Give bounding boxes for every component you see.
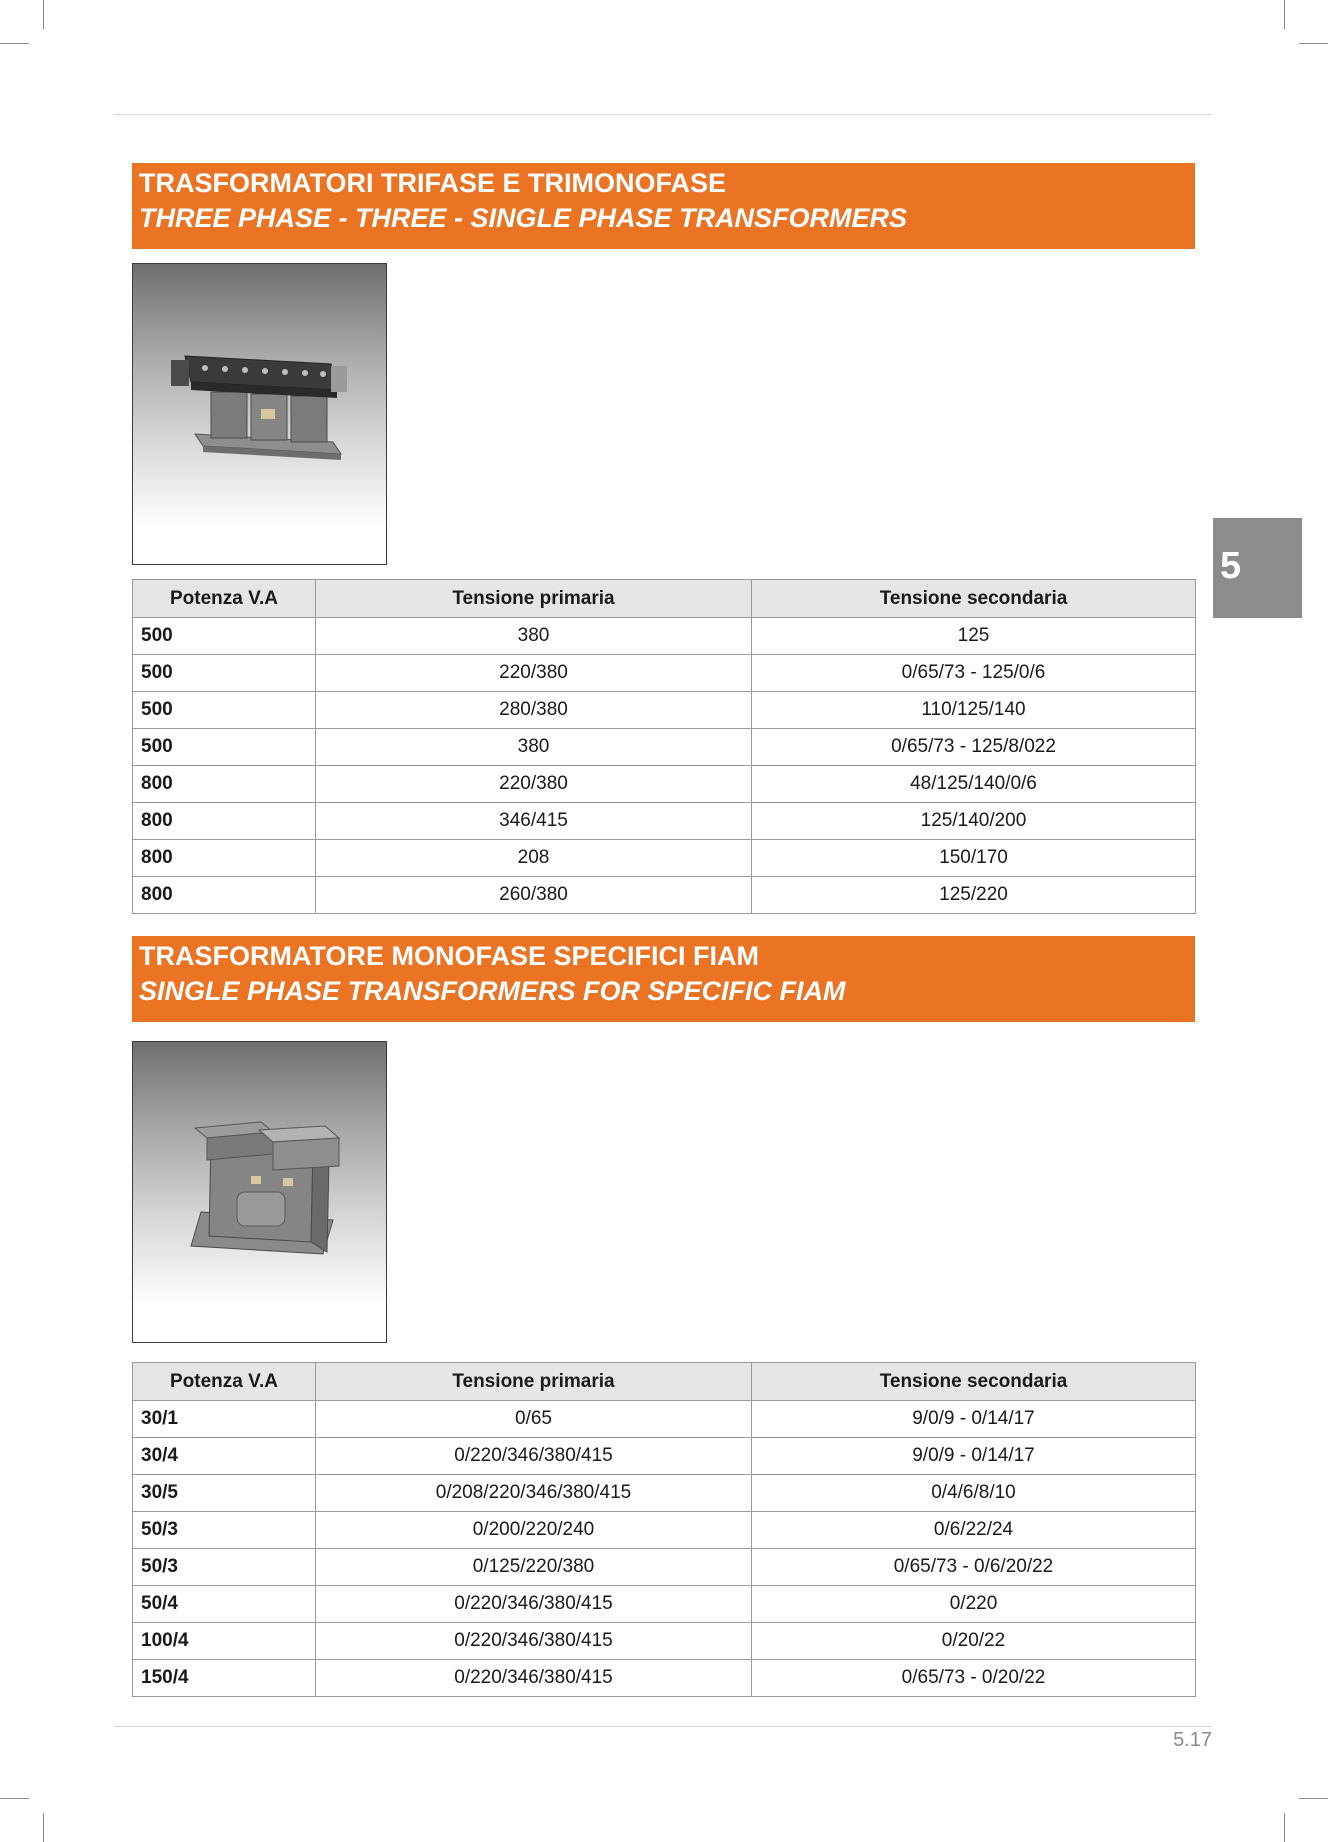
table-row: [133, 1586, 1196, 1623]
product-photo-three-phase-transformer: [132, 263, 387, 565]
power-cell: 500: [133, 729, 316, 766]
product-photo-single-phase-transformer: [132, 1041, 387, 1343]
primary-voltage-cell: 0/65: [316, 1401, 752, 1438]
power-cell: 100/4: [133, 1623, 316, 1660]
table-row: [133, 1623, 1196, 1660]
primary-voltage-cell: 0/220/346/380/415: [316, 1623, 752, 1660]
secondary-voltage-cell: 125: [752, 618, 1196, 655]
secondary-voltage-cell: 125/220: [752, 877, 1196, 914]
table-row: [133, 729, 1196, 766]
section-banner: [132, 163, 1195, 249]
power-cell: 500: [133, 692, 316, 729]
secondary-voltage-cell: 48/125/140/0/6: [752, 766, 1196, 803]
primary-voltage-cell: 346/415: [316, 803, 752, 840]
column-header: Tensione primaria: [316, 580, 752, 618]
primary-voltage-cell: 0/220/346/380/415: [316, 1660, 752, 1697]
table-row: [133, 877, 1196, 914]
table-row: [133, 1438, 1196, 1475]
footer-rule: [114, 1726, 1212, 1727]
primary-voltage-cell: 220/380: [316, 655, 752, 692]
column-header: Potenza V.A: [133, 1363, 316, 1401]
table-header-row: [133, 580, 1196, 618]
power-cell: 800: [133, 803, 316, 840]
secondary-voltage-cell: 150/170: [752, 840, 1196, 877]
secondary-voltage-cell: 0/65/73 - 125/8/022: [752, 729, 1196, 766]
power-cell: 30/4: [133, 1438, 316, 1475]
column-header: Tensione primaria: [316, 1363, 752, 1401]
crop-mark: [1284, 1813, 1285, 1842]
secondary-voltage-cell: 0/65/73 - 0/6/20/22: [752, 1549, 1196, 1586]
secondary-voltage-cell: 0/20/22: [752, 1623, 1196, 1660]
table-row: [133, 1549, 1196, 1586]
power-cell: 50/4: [133, 1586, 316, 1623]
primary-voltage-cell: 260/380: [316, 877, 752, 914]
power-cell: 800: [133, 766, 316, 803]
table-header-row: [133, 1363, 1196, 1401]
primary-voltage-cell: 280/380: [316, 692, 752, 729]
table-row: [133, 692, 1196, 729]
specs-table-single-phase-fiam: [132, 1362, 1196, 1697]
table-row: [133, 840, 1196, 877]
secondary-voltage-cell: 9/0/9 - 0/14/17: [752, 1401, 1196, 1438]
secondary-voltage-cell: 125/140/200: [752, 803, 1196, 840]
table-row: [133, 655, 1196, 692]
crop-mark: [1284, 0, 1285, 29]
power-cell: 800: [133, 840, 316, 877]
section-banner: [132, 936, 1195, 1022]
table-row: [133, 766, 1196, 803]
table-row: [133, 1401, 1196, 1438]
table-row: [133, 1512, 1196, 1549]
secondary-voltage-cell: 0/4/6/8/10: [752, 1475, 1196, 1512]
power-cell: 30/1: [133, 1401, 316, 1438]
section-tab: 5: [1213, 518, 1302, 618]
table-row: [133, 1475, 1196, 1512]
transformer-illustration: [133, 264, 387, 565]
secondary-voltage-cell: 0/220: [752, 1586, 1196, 1623]
crop-mark: [43, 1813, 44, 1842]
crop-mark: [0, 43, 29, 44]
secondary-voltage-cell: 0/65/73 - 125/0/6: [752, 655, 1196, 692]
primary-voltage-cell: 380: [316, 729, 752, 766]
primary-voltage-cell: 380: [316, 618, 752, 655]
primary-voltage-cell: 0/220/346/380/415: [316, 1438, 752, 1475]
column-header: Tensione secondaria: [752, 580, 1196, 618]
primary-voltage-cell: 0/125/220/380: [316, 1549, 752, 1586]
power-cell: 50/3: [133, 1512, 316, 1549]
secondary-voltage-cell: 0/65/73 - 0/20/22: [752, 1660, 1196, 1697]
secondary-voltage-cell: 110/125/140: [752, 692, 1196, 729]
secondary-voltage-cell: 0/6/22/24: [752, 1512, 1196, 1549]
primary-voltage-cell: 0/220/346/380/415: [316, 1586, 752, 1623]
header-rule: [114, 114, 1212, 115]
page-number: 5.17: [1173, 1729, 1212, 1751]
power-cell: 50/3: [133, 1549, 316, 1586]
table-row: [133, 1660, 1196, 1697]
power-cell: 500: [133, 655, 316, 692]
table-row: [133, 803, 1196, 840]
column-header: Tensione secondaria: [752, 1363, 1196, 1401]
transformer-illustration: [133, 1042, 387, 1343]
power-cell: 30/5: [133, 1475, 316, 1512]
primary-voltage-cell: 0/200/220/240: [316, 1512, 752, 1549]
crop-mark: [0, 1798, 29, 1799]
crop-mark: [43, 0, 44, 29]
section-title-it: TRASFORMATORI TRIFASE E TRIMONOFASE: [139, 168, 727, 198]
column-header: Potenza V.A: [133, 580, 316, 618]
table-row: [133, 618, 1196, 655]
secondary-voltage-cell: 9/0/9 - 0/14/17: [752, 1438, 1196, 1475]
section-title-en: SINGLE PHASE TRANSFORMERS FOR SPECIFIC FIAM: [139, 976, 846, 1006]
primary-voltage-cell: 0/208/220/346/380/415: [316, 1475, 752, 1512]
primary-voltage-cell: 208: [316, 840, 752, 877]
crop-mark: [1299, 43, 1328, 44]
crop-mark: [1299, 1798, 1328, 1799]
specs-table-three-phase: [132, 579, 1196, 914]
power-cell: 150/4: [133, 1660, 316, 1697]
section-title-en: THREE PHASE - THREE - SINGLE PHASE TRANSFORMERS: [139, 203, 908, 233]
section-title-it: TRASFORMATORE MONOFASE SPECIFICI FIAM: [139, 941, 760, 971]
power-cell: 800: [133, 877, 316, 914]
primary-voltage-cell: 220/380: [316, 766, 752, 803]
power-cell: 500: [133, 618, 316, 655]
